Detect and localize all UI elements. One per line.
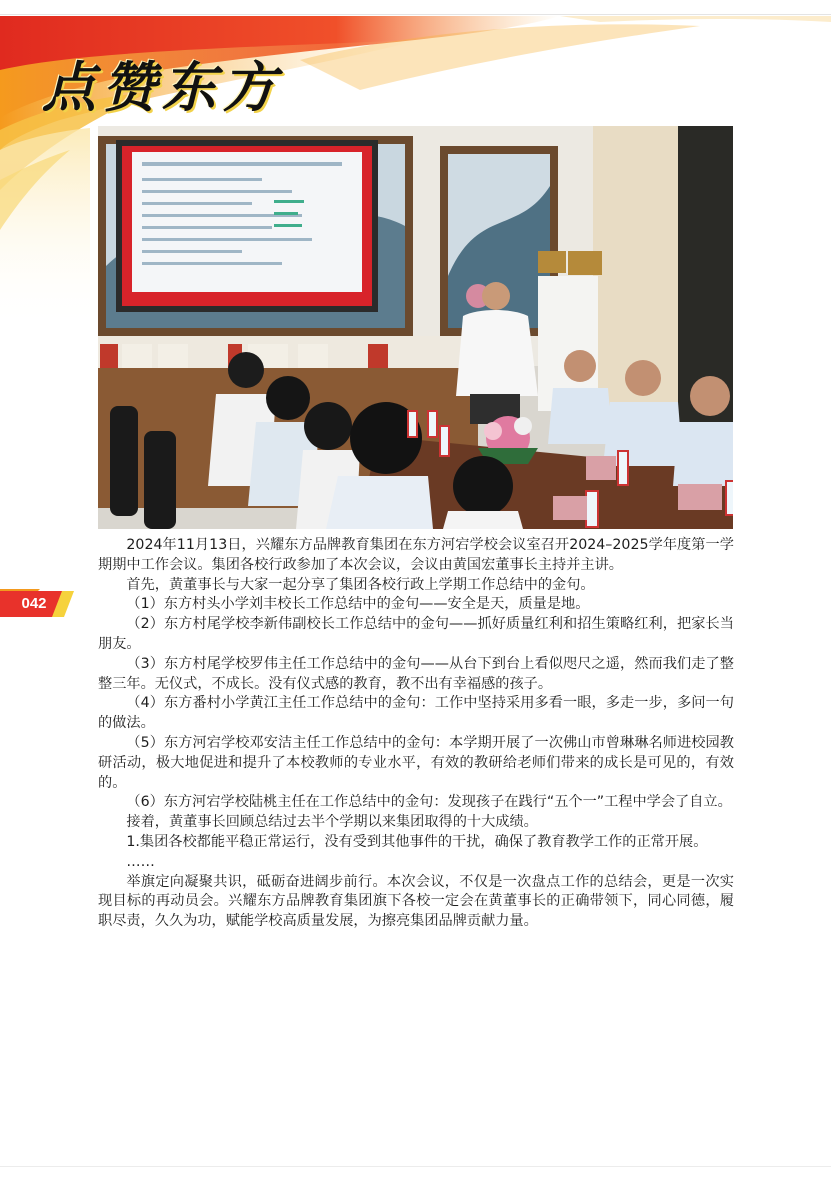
article-body	[98, 536, 734, 932]
paragraph: 1.集团各校都能平稳正常运行，没有受到其他事件的干扰，确保了教育教学工作的正常开展。	[126, 833, 708, 850]
paragraph: 接着，黄董事长回顾总结过去半个学期以来集团取得的十大成绩。	[126, 814, 538, 831]
paragraph: （4）东方番村小学黄江主任工作总结中的金句：工作中坚持采用多看一眼，多走一步，多问一句的做法。	[98, 695, 734, 732]
bottom-rule	[0, 1166, 831, 1167]
paragraph: 2024年11月13日，兴耀东方品牌教育集团在东方河宕学校会议室召开2024–2025学年度第一学期期中工作会议。集团各校行政参加了本次会议，会议由黄国宏董事长主持并主讲。	[98, 537, 734, 573]
paragraph: 举旗定向凝聚共识，砥砺奋进阔步前行。本次会议，不仅是一次盘点工作的总结会，更是一次实现目标的再动员会。兴耀东方品牌教育集团旗下各校一定会在黄董事长的正确带领下，同心同德，履职尽责，久久为功，赋能学校高质量发展，为擦亮集团品牌贡献力量。	[98, 873, 734, 930]
paragraph: （5）东方河宕学校邓安洁主任工作总结中的金句：本学期开展了一次佛山市曾琳琳名师进校园教研活动，极大地促进和提升了本校教师的专业水平，有效的教研给老师们带来的成长是可见的，有效的。	[98, 734, 734, 791]
page-number: 042	[21, 595, 47, 612]
paragraph: （3）东方村尾学校罗伟主任工作总结中的金句——从台下到台上看似咫尺之遥，然而我们走了整整三年。无仪式，不成长。没有仪式感的教育，教不出有幸福感的孩子。	[98, 655, 734, 692]
section-title: 点赞东方	[42, 55, 282, 119]
paragraph: 首先，黄董事长与大家一起分享了集团各校行政上学期工作总结中的金句。	[126, 576, 595, 593]
paragraph: （1）东方村头小学刘丰校长工作总结中的金句——安全是天，质量是地。	[126, 596, 590, 613]
meeting-photo	[98, 126, 733, 529]
paragraph: （6）东方河宕学校陆桃主任在工作总结中的金句：发现孩子在践行“五个一”工程中学会了自立。	[126, 794, 732, 811]
paragraph: ……	[126, 853, 155, 870]
paragraph: （2）东方村尾学校李新伟副校长工作总结中的金句——抓好质量红利和招生策略红利，把家长当朋友。	[98, 616, 734, 652]
